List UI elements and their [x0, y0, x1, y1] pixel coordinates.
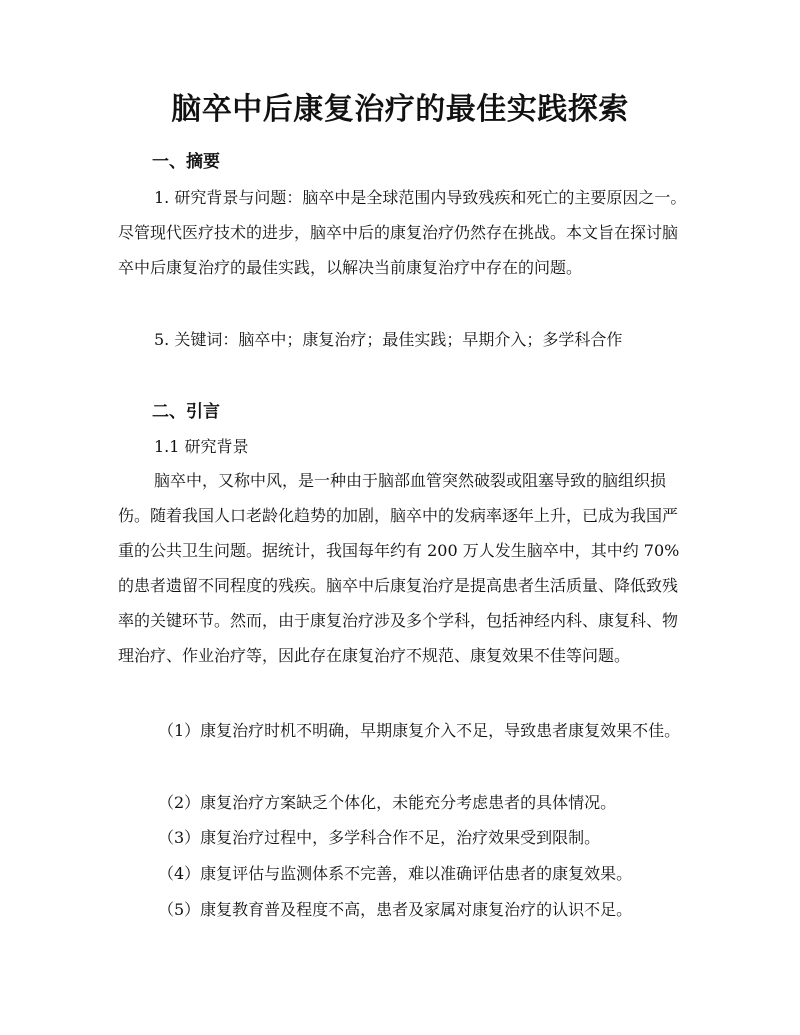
introduction-heading: 二、引言 [152, 402, 220, 422]
introduction-body-paragraph: 脑卒中，又称中风，是一种由于脑部血管突然破裂或阻塞导致的脑组织损伤。随着我国人口老龄化趋势的加剧，脑卒中的发病率逐年上升，已成为我国严重的公共卫生问题。据统计，我国每年约有 200 万人发生脑卒中，其中约 70%的患者遗留不同程度的残疾。脑卒中后康复治疗是提高患者生活质量、降低致残率的关键环节。然而，由于康复治疗涉及多个学科，包括神经内科、康复科、物理治疗、作业治疗等，因此存在康复治疗不规范、康复效果不佳等问题。 [118, 471, 680, 665]
problem-item: （4）康复评估与监测体系不完善，难以准确评估患者的康复效果。 [158, 864, 633, 883]
abstract-heading: 一、摘要 [152, 152, 220, 172]
problem-item: （3）康复治疗过程中，多学科合作不足，治疗效果受到限制。 [158, 828, 601, 847]
problem-item: （2）康复治疗方案缺乏个体化，未能充分考虑患者的具体情况。 [158, 793, 617, 812]
research-background-subheading: 1.1 研究背景 [154, 437, 249, 456]
document-title: 脑卒中后康复治疗的最佳实践探索 [171, 92, 629, 127]
abstract-background-paragraph: 1. 研究背景与问题：脑卒中是全球范围内导致残疾和死亡的主要原因之一。尽管现代医疗技术的进步，脑卒中后的康复治疗仍然存在挑战。本文旨在探讨脑卒中后康复治疗的最佳实践，以解决当前康复治疗中存在的问题。 [118, 188, 687, 277]
problem-item: （5）康复教育普及程度不高，患者及家属对康复治疗的认识不足。 [158, 900, 633, 919]
abstract-keywords-paragraph: 5. 关键词：脑卒中；康复治疗；最佳实践；早期介入；多学科合作 [154, 330, 623, 349]
problem-item: （1）康复治疗时机不明确，早期康复介入不足，导致患者康复效果不佳。 [158, 721, 681, 740]
